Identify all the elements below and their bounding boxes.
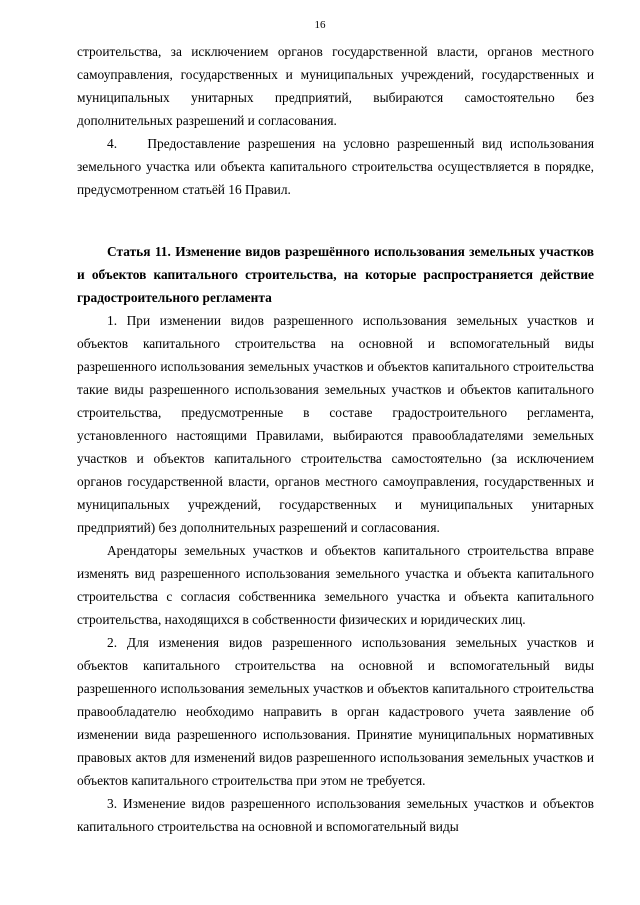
- paragraph-item-1: 1. При изменении видов разрешенного использования земельных участков и объектов капитального строительства на основной и вспомогательный виды разрешенного использования земельных участков и объектов капитального строительства такие виды разрешенного использования земельных участков и объектов капитального строительства, предусмотренные в составе градостроительного регламента, установленного настоящими Правилами, выбираются правообладателями земельных участков и объектов капитального строительства самостоятельно (за исключением органов государственной власти, органов местного самоуправления, государственных и муниципальных учреждений, государственных и муниципальных унитарных предприятий) без дополнительных разрешений и согласования.: [77, 313, 594, 535]
- paragraph-item-2: 2. Для изменения видов разрешенного использования земельных участков и объектов капитального строительства на основной и вспомогательный виды разрешенного использования земельных участков и объектов капитального строительства правообладателю необходимо направить в орган кадастрового учета заявление об изменении вида разрешенного использования. Принятие муниципальных нормативных правовых актов для изменений видов разрешенного использования земельных участков и объектов капитального строительства при этом не требуется.: [77, 635, 594, 788]
- paragraph-item-3: 3. Изменение видов разрешенного использования земельных участков и объектов капитального строительства на основной и вспомогательный виды: [77, 796, 594, 834]
- paragraph-item-4: 4. Предоставление разрешения на условно разрешенный вид использования земельного участка или объекта капитального строительства осуществляется в порядке, предусмотренном статьёй 16 Правил.: [77, 136, 594, 197]
- paragraph-tenants: Арендаторы земельных участков и объектов капитального строительства вправе изменять вид разрешенного использования земельного участка и объекта капитального строительства с согласия собственника земельного участка и объекта капитального строительства, находящихся в собственности физических и юридических лиц.: [77, 543, 594, 627]
- document-body: [77, 40, 594, 838]
- paragraph-continuation: строительства, за исключением органов государственной власти, органов местного самоуправления, государственных и муниципальных учреждений, государственных и муниципальных унитарных предприятий, выбираются самостоятельно без дополнительных разрешений и согласования.: [77, 44, 594, 128]
- article-heading: Статья 11. Изменение видов разрешённого использования земельных участков и объектов капитального строительства, на которые распространяется действие градостроительного регламента: [77, 244, 594, 305]
- page-number: 16: [314, 19, 326, 31]
